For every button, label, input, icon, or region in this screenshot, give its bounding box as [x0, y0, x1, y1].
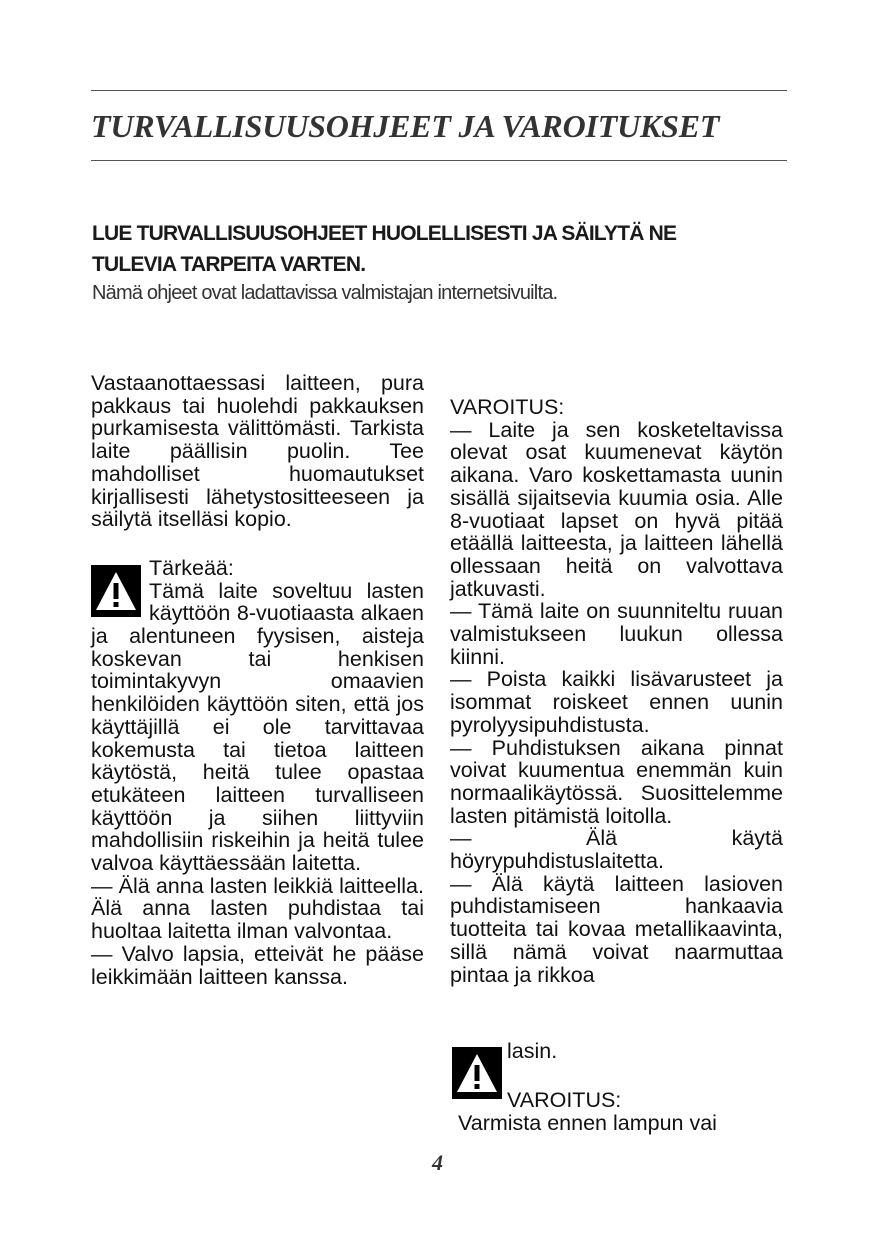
title-underline	[91, 160, 787, 161]
unpacking-paragraph: Vastaanottaessasi laitteen, pura pakkaus tai huolehdi pakkauksen purkamisesta välittömästi. Tarkista laite päällisin puolin. Tee mahdolliset huomautukset kirjallisesti lähetystositteeseen ja säilytä itselläsi kopio.	[91, 371, 424, 532]
intro-bold-line2: TULEVIA TARPEITA VARTEN.	[92, 253, 366, 276]
supervise-children: — Valvo lapsia, etteivät he pääse leikkimään laitteen kanssa.	[91, 941, 424, 989]
intro-download-note: Nämä ohjeet ovat ladattavissa valmistajan internetsivuilta.	[92, 282, 558, 304]
warning2-heading: VAROITUS:	[507, 1088, 622, 1112]
warning-door-closed: — Tämä laite on suunniteltu ruuan valmistukseen luukun ollessa kiinni.	[450, 599, 783, 669]
warning-remove-accessories: — Poista kaikki lisävarusteet ja isommat roiskeet ennen uunin pyrolyysipuhdistusta.	[450, 667, 783, 737]
page-title: TURVALLISUUSOHJEET JA VAROITUKSET	[91, 108, 720, 144]
page-number: 4	[432, 1150, 443, 1175]
warning-no-steam-cleaner: — Älä käytä höyrypuhdistuslaitetta.	[450, 826, 783, 874]
top-rule	[91, 90, 787, 91]
intro-bold-line1: LUE TURVALLISUUSOHJEET HUOLELLISESTI JA SÄILYTÄ NE	[92, 222, 677, 245]
children-play-warning: — Älä anna lasten leikkiä laitteella. Älä anna lasten puhdistaa tai huoltaa laitetta ilman valvontaa.	[91, 873, 424, 944]
intro-block	[92, 218, 792, 306]
warning-glass-door: — Älä käytä laitteen lasioven puhdistamiseen hankaavia tuotteita tai kovaa metallikaavinta, sillä nämä voivat naarmuttaa pintaa ja rikkoa	[450, 871, 783, 987]
important-heading: Tärkeää:	[149, 555, 234, 580]
warning-heading: VAROITUS:	[450, 395, 565, 419]
glass-door-end: lasin.	[507, 1039, 558, 1063]
warning-hot-parts: — Laite ja sen kosketeltavissa olevat osat kuumenevat käytön aikana. Varo koskettamasta uunin sisällä sijaitsevia kuumia osia. Alle 8-vuotiaat lapset on hyvä pitää etäällä laitteesta, ja laitteen lähellä ollessaan heitä on valvottava jatkuvasti.	[450, 417, 783, 601]
lamp-warning-start: Varmista ennen lampun vai	[458, 1111, 717, 1135]
left-column	[91, 372, 424, 988]
warning-cleaning-heat: — Puhdistuksen aikana pinnat voivat kuumentua enemmän kuin normaalikäytössä. Suosittelemme lasten pitämistä loitolla.	[450, 735, 783, 828]
important-text: Tämä laite soveltuu lasten käyttöön 8-vuotiaasta alkaen ja alentuneen fyysisen, aisteja koskevan tai henkisen toimintakyvyn omaavien henkilöiden käyttöön siten, että jos käyttäjillä ei ole tarvittavaa kokemusta tai tietoa laitteen käytöstä, heitä tulee opastaa etukäteen laitteen turvalliseen käyttöön ja siihen liittyviin mahdollisiin riskeihin ja heitä tulee valvoa käyttäessään laitetta.	[91, 578, 424, 876]
right-column	[450, 396, 783, 986]
warning-triangle-icon	[91, 565, 141, 622]
important-notice	[91, 557, 424, 875]
warning-triangle-icon	[452, 1047, 502, 1104]
